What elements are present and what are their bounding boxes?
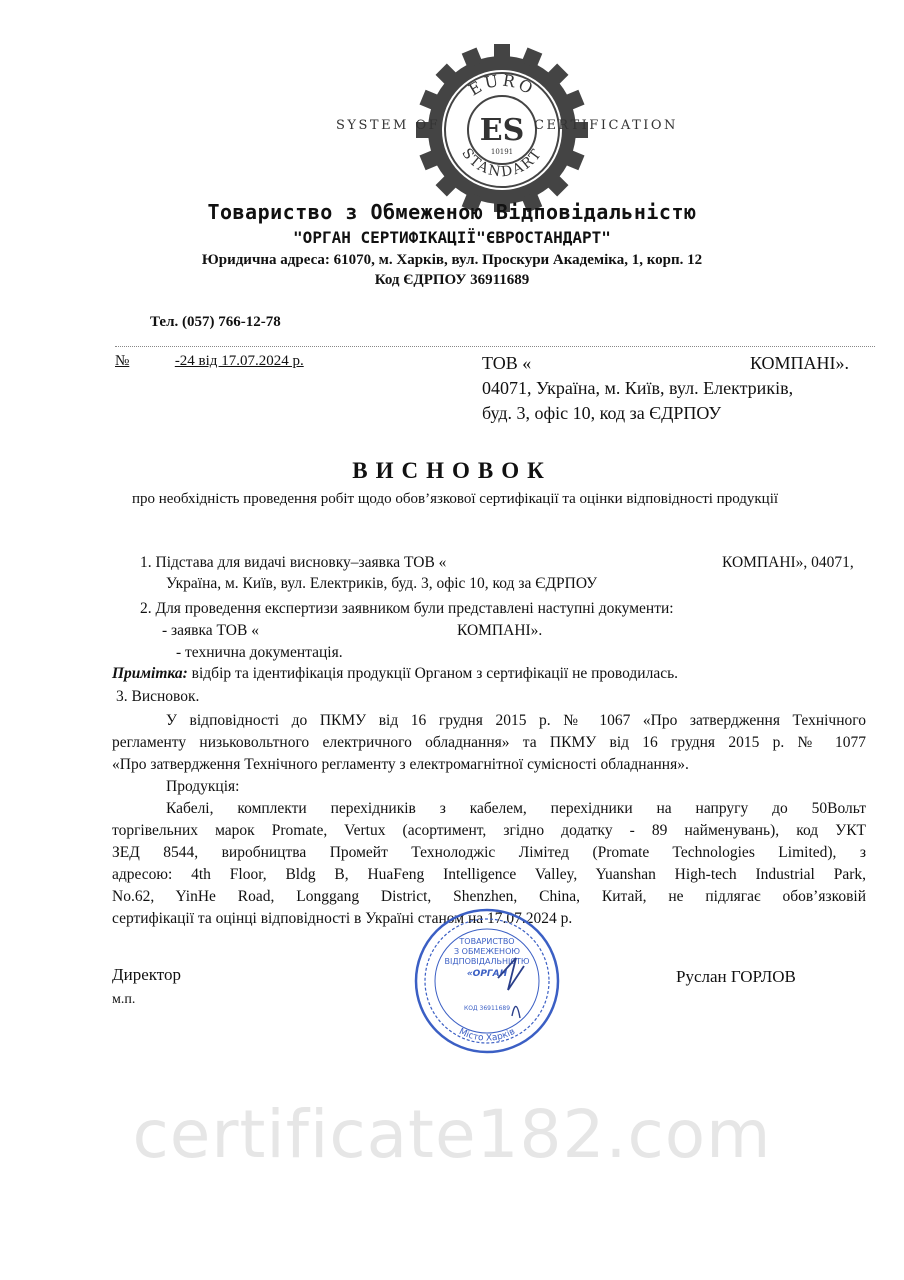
product-line-1: Кабелі, комплекти перехідників з кабелем, перехідники на напругу до 50Вольт	[166, 800, 866, 817]
item-1-start: 1. Підстава для видачі висновку–заявка ТОВ «	[140, 554, 447, 571]
document-title: ВИСНОВОК	[352, 458, 552, 483]
reference-number	[115, 353, 304, 370]
logo-code: 10191	[490, 148, 514, 156]
reference-no-label: №	[115, 353, 130, 369]
legal-address: Юридична адреса: 61070, м. Харків, вул. Проскури Академіка, 1, корп. 12	[201, 252, 703, 268]
logo-left-text: SYSTEM OF	[336, 118, 441, 133]
conclusion-line-2: регламенту низьковольтного електричного обладнання» та ПКМУ від 16 грудня 2015 р. № 1077	[112, 734, 866, 751]
svg-text:Місто Харків	[457, 1027, 517, 1044]
header-divider	[115, 346, 875, 347]
signatory-position: Директор	[112, 965, 181, 984]
product-line-4: адресою: 4th Floor, Bldg B, HuaFeng Intelligence Valley, Yuanshan High-tech Industrial Park,	[112, 866, 866, 883]
product-line-2: торгівельних марок Promate, Vertux (асортимент, згідно додатку - 89 найменувань), код УКТ	[112, 822, 866, 839]
document-1-end: КОМПАНІ».	[457, 622, 543, 639]
stamp-line-2: З ОБМЕЖЕНОЮ	[453, 947, 521, 956]
note-label: Примітка:	[112, 665, 188, 682]
stamp-line-1: ТОВАРИСТВО	[459, 937, 515, 946]
company-name: Товариство з Обмеженою Відповідальністю	[207, 200, 697, 224]
document-subtitle: про необхідність проведення робіт щодо обов’язкової сертифікації та оцінки відповідності продукції	[131, 491, 779, 507]
stamp-line-3: ВІДПОВІДАЛЬНІСТЮ	[444, 957, 530, 966]
document-1-start: - заявка ТОВ «	[162, 622, 259, 639]
watermark: certificate182.com	[132, 1096, 772, 1173]
logo-right-text: CERTIFICATION	[534, 118, 678, 133]
stamp-city: Місто Харків	[457, 1026, 517, 1044]
logo-center: ES	[479, 113, 525, 148]
company-quote: "ОРГАН СЕРТИФІКАЦІЇ"ЄВРОСТАНДАРТ"	[293, 228, 611, 247]
product-line-5: No.62, YinHe Road, Longgang District, Shenzhen, China, Китай, не підлягає обов’язковій	[112, 888, 866, 905]
product-line-6: сертифікації та оцінці відповідності в Україні станом на 17.07.2024 р.	[112, 910, 573, 927]
recipient-line-1-start: ТОВ «	[482, 353, 532, 373]
seal-label: м.п.	[112, 992, 136, 1007]
edrpou-code: Код ЄДРПОУ 36911689	[374, 272, 530, 288]
item-3: 3. Висновок.	[116, 688, 200, 705]
round-seal-stamp	[412, 906, 562, 1056]
item-1-line-2: Україна, м. Київ, вул. Електриків, буд. 3, офіс 10, код за ЄДРПОУ	[166, 575, 598, 592]
products-label: Продукція:	[166, 778, 240, 795]
conclusion-line-1: У відповідності до ПКМУ від 16 грудня 2015 р. № 1067 «Про затвердження Технічного	[166, 712, 866, 729]
item-2: 2. Для проведення експертизи заявником були представлені наступні документи:	[140, 600, 674, 617]
item-1-end: КОМПАНІ», 04071,	[722, 554, 854, 571]
note-text: відбір та ідентифікація продукції Органом з сертифікації не проводилась.	[187, 665, 679, 682]
logo-arc-bottom: STANDART	[458, 145, 546, 181]
note	[112, 663, 678, 684]
recipient-line-3: буд. 3, офіс 10, код за ЄДРПОУ	[482, 403, 722, 423]
document-2: - технична документація.	[176, 644, 343, 661]
recipient-line-2: 04071, Україна, м. Київ, вул. Електриків,	[482, 378, 794, 398]
reference-date: -24 від 17.07.2024 р.	[174, 353, 304, 369]
phone: Тел. (057) 766-12-78	[150, 314, 281, 330]
product-line-3: ЗЕД 8544, виробництва Промейт Технолоджіс Лімітед (Promate Technologies Limited), з	[112, 844, 866, 861]
signatory-name: Руслан ГОРЛОВ	[676, 967, 796, 986]
conclusion-line-3: «Про затвердження Технічного регламенту з електромагнітної сумісності обладнання».	[112, 756, 689, 773]
logo-arc-top: EURO	[465, 70, 539, 100]
stamp-line-4: «ОРГАН	[466, 969, 508, 979]
recipient-line-1-end: КОМПАНІ».	[750, 353, 850, 373]
stamp-line-5: КОД 36911689	[463, 1005, 511, 1012]
